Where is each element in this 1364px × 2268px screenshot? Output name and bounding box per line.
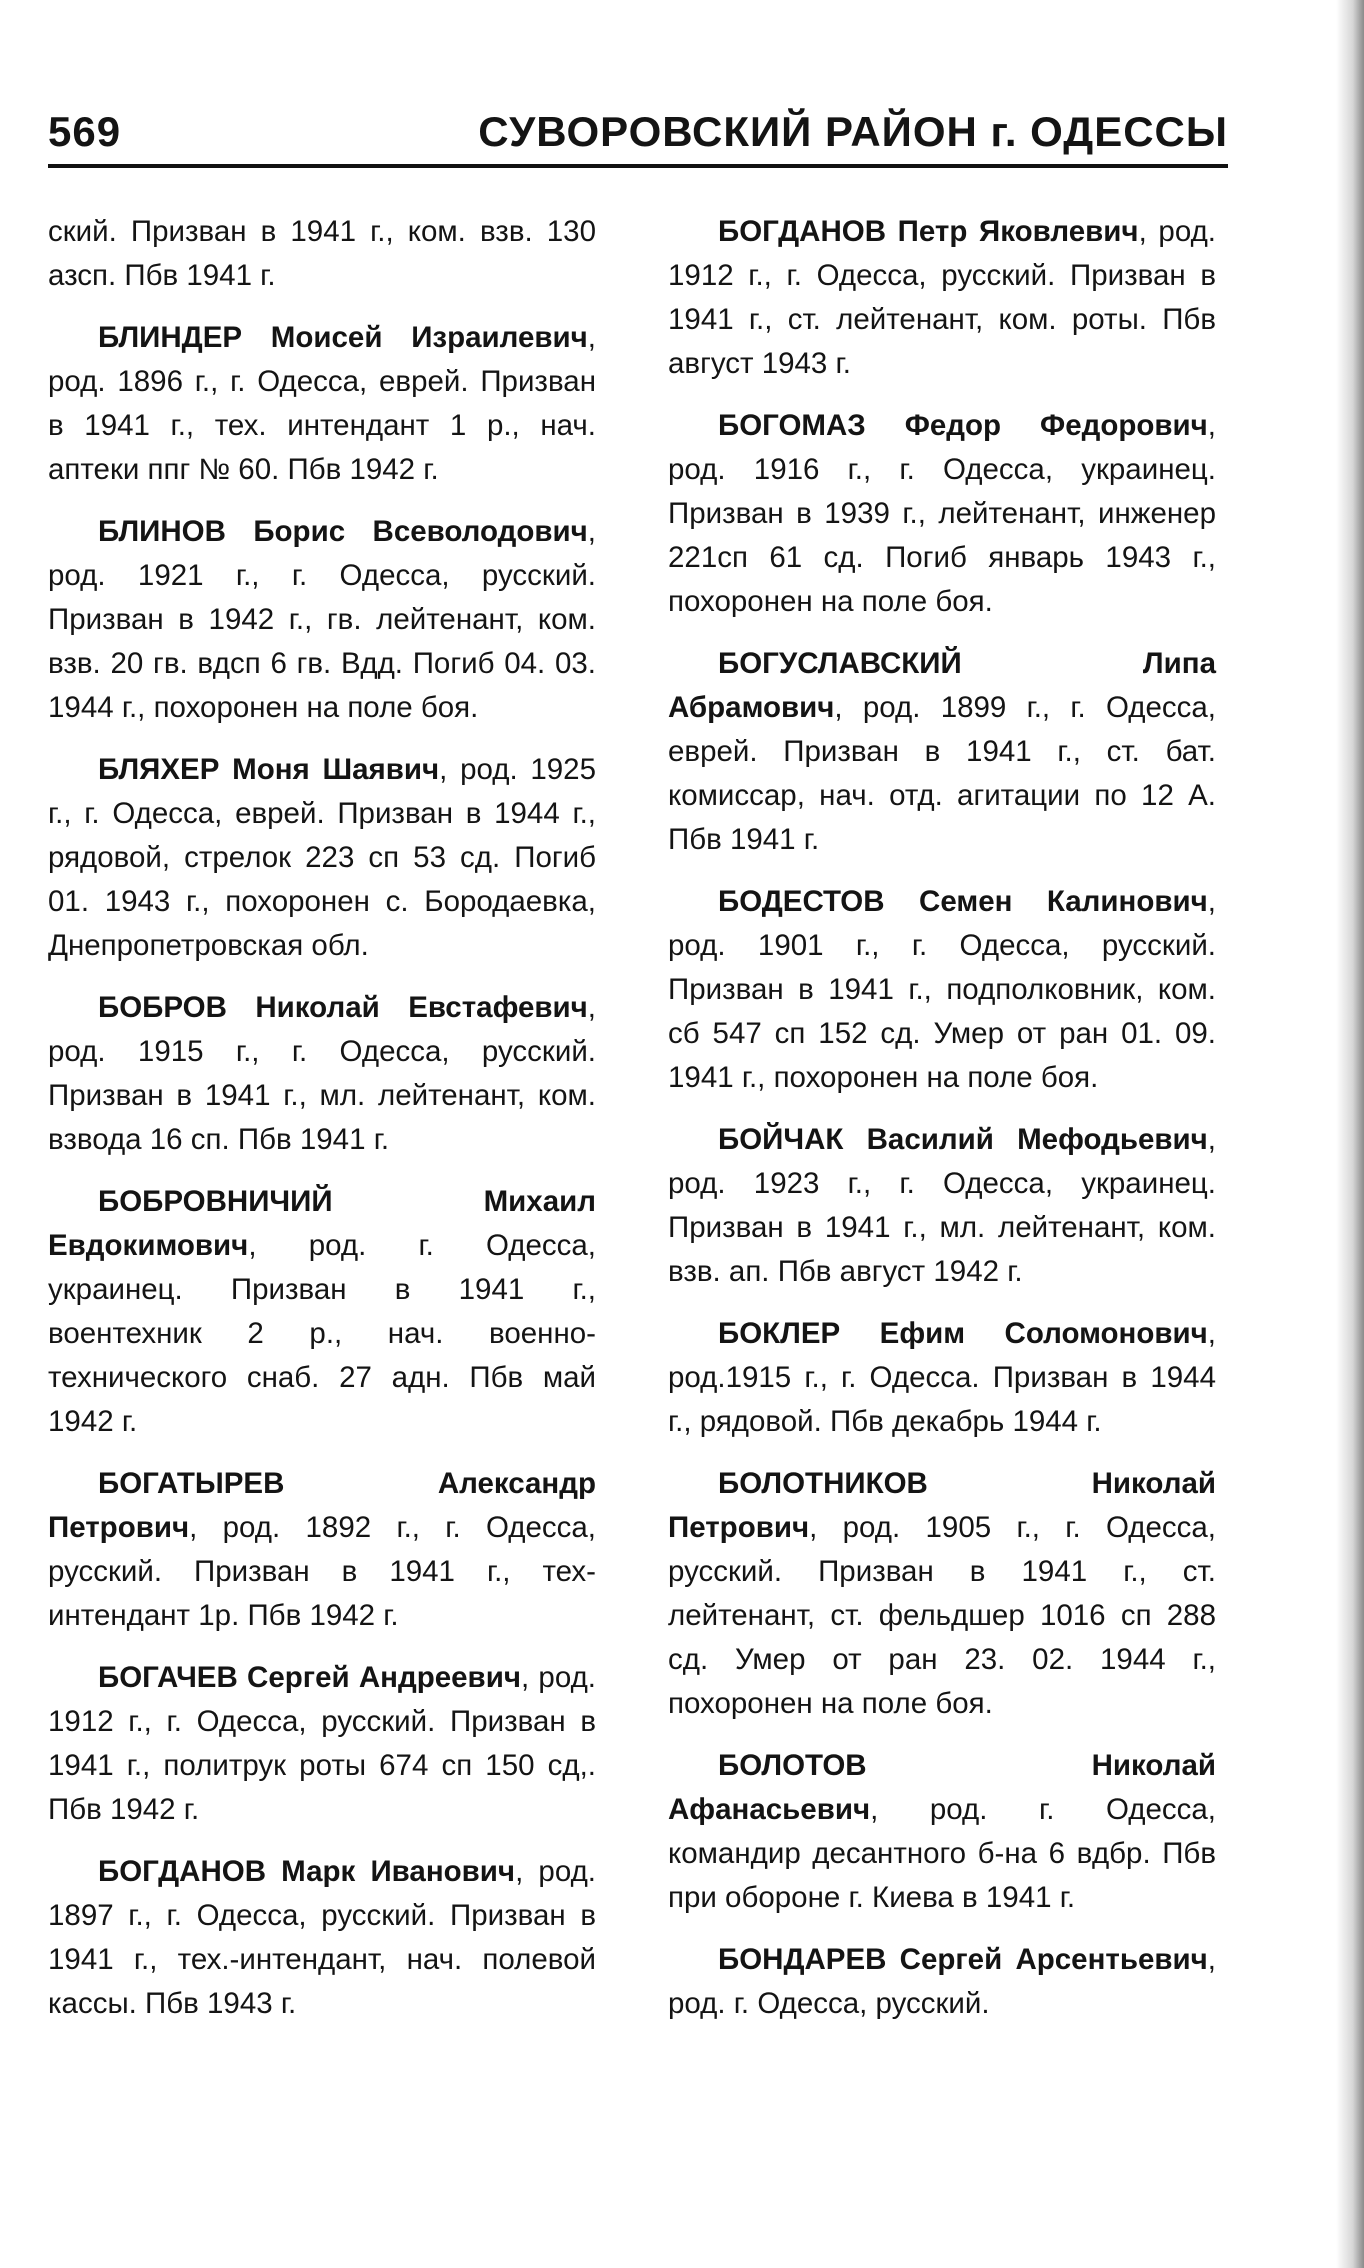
entry	[668, 1462, 1216, 1726]
entry-text: , род. 1897 г., г. Одесса, русский. Призван в 1941 г., тех.-интендант, нач. полевой кассы. Пбв 1943 г.	[48, 1855, 596, 2020]
entry-name: БОБРОВНИЧИЙ Михаил Евдокимович	[48, 1185, 596, 1262]
entry	[48, 510, 596, 730]
entry-name: БОЛОТНИКОВ Николай Петрович	[668, 1467, 1216, 1544]
entry-text: , род. г. Одесса, русский.	[668, 1943, 1216, 2020]
entry-name: БЛЯХЕР Моня Шаявич	[98, 753, 440, 786]
entry	[48, 1180, 596, 1444]
entry-name: БЛИНДЕР Моисей Израилевич	[98, 321, 588, 354]
entry	[668, 210, 1216, 386]
entry-text: , род. 1912 г., г. Одесса, русский. Призван в 1941 г., ст. лейтенант, ком. роты. Пбв август 1943 г.	[668, 215, 1217, 380]
entry	[48, 316, 596, 492]
entry-name: БОГДАНОВ Петр Яковлевич	[718, 215, 1139, 248]
entry	[668, 880, 1216, 1100]
entry-name: БОГАТЫРЕВ Александр Петрович	[48, 1467, 596, 1544]
entry-text: ский. Призван в 1941 г., ком. взв. 130 азсп. Пбв 1941 г.	[48, 215, 596, 292]
entry	[48, 748, 596, 968]
entry-text: , род. г. Одесса, командир десантного б-на 6 вдбр. Пбв при обороне г. Киева в 1941 г.	[668, 1793, 1216, 1914]
entry-name: БОБРОВ Николай Евстафевич	[98, 991, 588, 1024]
entry-text: , род. 1899 г., г. Одесса, еврей. Призван в 1941 г., ст. бат. комиссар, нач. отд. агитации по 12 А. Пбв 1941 г.	[668, 691, 1216, 856]
entry-name: БЛИНОВ Борис Всеволодович	[98, 515, 588, 548]
entry-text: , род. 1921 г., г. Одесса, русский. Призван в 1942 г., гв. лейтенант, ком. взв. 20 гв. вдсп 6 гв. Вдд. Погиб 04. 03. 1944 г., похоронен на поле боя.	[48, 515, 596, 724]
entry-text: , род. 1925 г., г. Одесса, еврей. Призван в 1944 г., рядовой, стрелок 223 сп 53 сд. Погиб 01. 1943 г., похоронен с. Бородаевка, Днепропетровская обл.	[48, 753, 596, 962]
left-column	[48, 210, 596, 2044]
right-column	[668, 210, 1216, 2044]
entry-text: , род. г. Одесса, украинец. Призван в 1941 г., воентехник 2 р., нач. военно-технического снаб. 27 адн. Пбв май 1942 г.	[48, 1229, 596, 1438]
entry	[48, 1850, 596, 2026]
entry-text: , род. 1912 г., г. Одесса, русский. Призван в 1941 г., политрук роты 674 сп 150 сд,. Пбв 1942 г.	[48, 1661, 596, 1826]
page-number: 569	[48, 108, 122, 155]
entry-text: , род. 1916 г., г. Одесса, украинец. Призван в 1939 г., лейтенант, инженер 221сп 61 сд. Погиб январь 1943 г., похоронен на поле боя.	[668, 409, 1216, 618]
entry-text: , род. 1915 г., г. Одесса, русский. Призван в 1941 г., мл. лейтенант, ком. взвода 16 сп. Пбв 1941 г.	[48, 991, 596, 1156]
entry	[668, 1938, 1216, 2026]
entry-name: БОГОМАЗ Федор Федорович	[718, 409, 1208, 442]
entry	[668, 1312, 1216, 1444]
entry-text: , род. 1901 г., г. Одесса, русский. Призван в 1941 г., подполковник, ком. сб 547 сп 152 сд. Умер от ран 01. 09. 1941 г., похоронен на поле боя.	[668, 885, 1216, 1094]
entry	[668, 642, 1216, 862]
page-edge-shadow	[1336, 0, 1364, 2268]
entry-name: БОДЕСТОВ Семен Калинович	[718, 885, 1208, 918]
entry	[48, 1656, 596, 1832]
entry-name: БОГУСЛАВСКИЙ Липа Абрамович	[668, 647, 1216, 724]
entry-name: БОГАЧЕВ Сергей Андреевич	[98, 1661, 521, 1694]
entry-name: БОЛОТОВ Николай Афанасьевич	[668, 1749, 1216, 1826]
entry	[668, 1118, 1216, 1294]
entry-name: БОЙЧАК Василий Мефодьевич	[718, 1123, 1208, 1156]
entry	[48, 1462, 596, 1638]
page-header	[48, 104, 1228, 168]
entry-name: БОГДАНОВ Марк Иванович	[98, 1855, 516, 1888]
entry-continuation	[48, 210, 596, 298]
entry-name: БОНДАРЕВ Сергей Арсентьевич	[718, 1943, 1208, 1976]
entry-text: , род.1915 г., г. Одесса. Призван в 1944 г., рядовой. Пбв декабрь 1944 г.	[668, 1317, 1216, 1438]
entry-text: , род. 1923 г., г. Одесса, украинец. Призван в 1941 г., мл. лейтенант, ком. взв. ап. Пбв август 1942 г.	[668, 1123, 1216, 1288]
entry	[668, 1744, 1216, 1920]
entry	[48, 986, 596, 1162]
running-title: СУВОРОВСКИЙ РАЙОН г. ОДЕССЫ	[478, 108, 1228, 155]
entry-text: , род. 1896 г., г. Одесса, еврей. Призван в 1941 г., тех. интендант 1 р., нач. аптеки ппг № 60. Пбв 1942 г.	[48, 321, 596, 486]
entry	[668, 404, 1216, 624]
entry-text: , род. 1905 г., г. Одесса, русский. Призван в 1941 г., ст. лейтенант, ст. фельдшер 1016 сп 288 сд. Умер от ран 23. 02. 1944 г., похоронен на поле боя.	[668, 1511, 1216, 1720]
entry-name: БОКЛЕР Ефим Соломонович	[718, 1317, 1208, 1350]
entry-text: , род. 1892 г., г. Одесса, русский. Призван в 1941 г., тех-интендант 1р. Пбв 1942 г.	[48, 1511, 596, 1632]
